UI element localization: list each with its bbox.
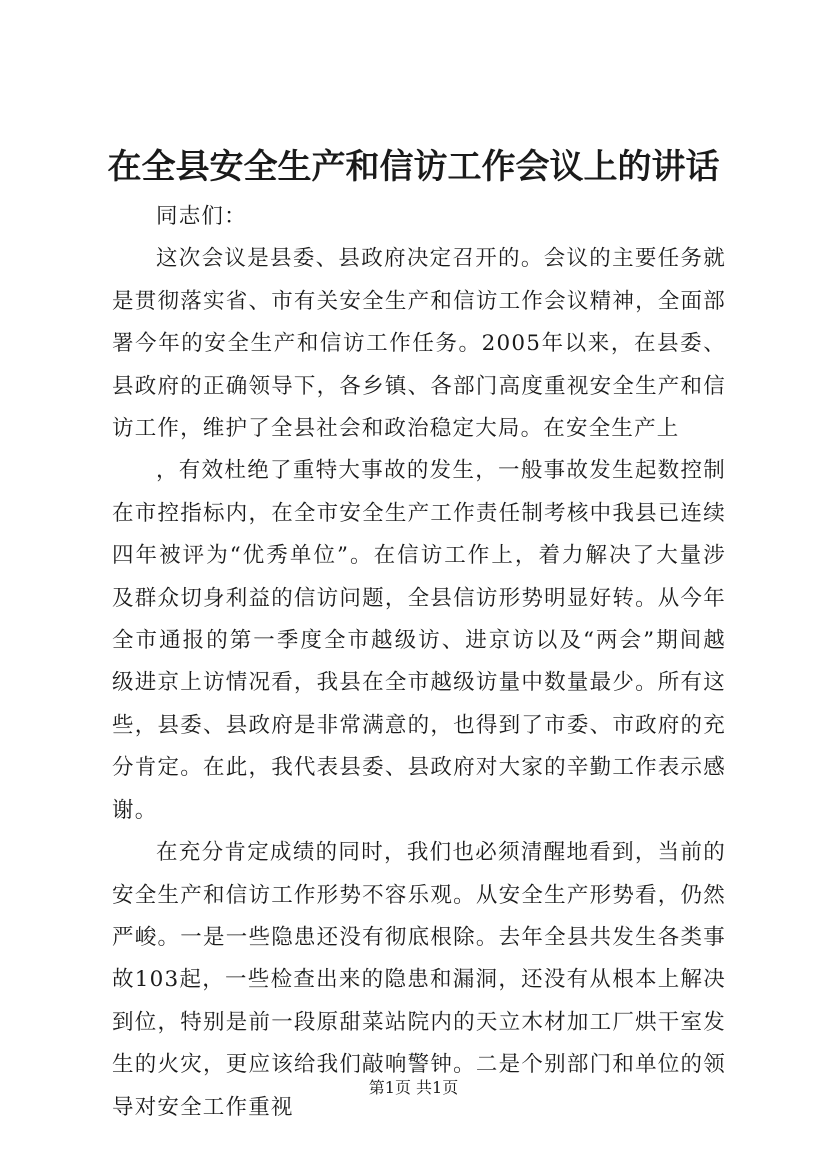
paragraph-challenges: 在充分肯定成绩的同时，我们也必须清醒地看到，当前的安全生产和信访工作形势不容乐观。从安全生产形势看，仍然严峻。一是一些隐患还没有彻底根除。去年全县共发生各类事故103起，一些检查出来的隐患和漏洞，还没有从根本上解决到位，特别是前一段原甜菜站院内的天立木材加工厂烘干室发生的火灾，更应该给我们敲响警钟。二是个别部门和单位的领导对安全工作重视 bbox=[112, 840, 726, 1120]
document-title: 在全县安全生产和信访工作会议上的讲话 bbox=[107, 147, 720, 187]
document-body bbox=[112, 196, 726, 1129]
salutation: 同志们： bbox=[156, 204, 247, 229]
page-footer: 第1页 共1页 bbox=[368, 1078, 459, 1097]
paragraph-intro: 这次会议是县委、县政府决定召开的。会议的主要任务就是贯彻落实省、市有关安全生产和信访工作会议精神，全面部署今年的安全生产和信访工作任务。2005年以来，在县委、县政府的正确领导下，各乡镇、各部门高度重视安全生产和信访工作，维护了全县社会和政治稳定大局。在安全生产上 bbox=[112, 246, 726, 442]
paragraph-achievements: ，有效杜绝了重特大事故的发生，一般事故发生起数控制在市控指标内，在全市安全生产工作责任制考核中我县已连续四年被评为“优秀单位”。在信访工作上，着力解决了大量涉及群众切身利益的信访问题，全县信访形势明显好转。从今年全市通报的第一季度全市越级访、进京访以及“两会”期间越级进京上访情况看，我县在全市越级访量中数量最少。所有这些，县委、县政府是非常满意的，也得到了市委、市政府的充分肯定。在此，我代表县委、县政府对大家的辛勤工作表示感谢。 bbox=[112, 458, 726, 823]
